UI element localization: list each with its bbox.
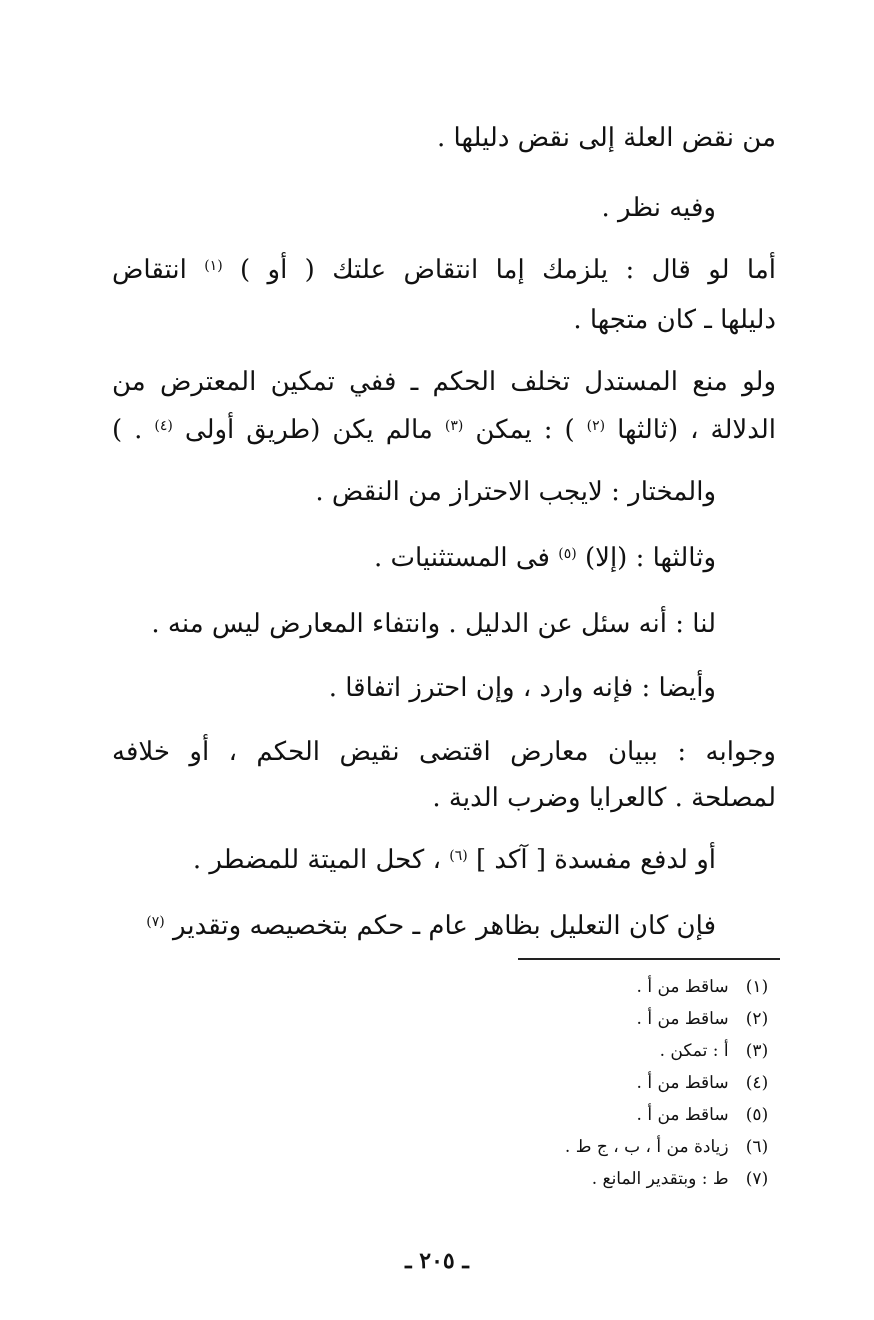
text: لنا : أنه سئل عن الدليل . وانتفاء المعارض ليس منه . [151, 609, 716, 639]
footnote-number: (٤) [745, 1073, 769, 1093]
body-line-7 [315, 472, 716, 512]
footnote-1 [637, 972, 780, 1002]
footnote-text: زيادة من أ ، ب ، ج ط . [564, 1137, 729, 1157]
page-number: ـ ٢٠٥ ـ [405, 1248, 469, 1274]
footnote-7 [592, 1164, 780, 1194]
text: وفيه نظر . [601, 193, 716, 223]
body-line-10 [329, 668, 716, 708]
footnote-6 [565, 1132, 780, 1162]
footnote-ref-7: (٧) [146, 914, 165, 930]
text: لمصلحة . كالعرايا وضرب الدية . [432, 783, 776, 813]
text: ولو منع المستدل تخلف الحكم ـ ففي تمكين المعترض من [112, 367, 776, 397]
body-line-1 [437, 118, 776, 158]
footnote-number: (٧) [745, 1169, 769, 1189]
text: دليلها ـ كان متجها . [573, 305, 776, 335]
footnote-number: (٦) [745, 1137, 769, 1157]
text: والمختار : لايجب الاحتراز من النقض . [315, 477, 716, 507]
footnote-number: (٢) [745, 1009, 769, 1029]
footnote-ref-1: (١) [204, 258, 223, 274]
footnote-separator [518, 958, 780, 960]
footnote-4 [637, 1068, 780, 1098]
body-line-5 [112, 362, 776, 402]
body-line-2 [602, 188, 716, 228]
body-line-11 [112, 732, 776, 772]
text: وأيضا : فإنه وارد ، وإن احترز اتفاقا . [328, 673, 716, 703]
footnote-text: أ : تمكن . [659, 1041, 729, 1061]
body-line-4 [573, 300, 776, 340]
footnote-number: (٣) [745, 1041, 769, 1061]
footnote-ref-2: (٢) [586, 418, 606, 434]
footnote-text: ساقط من أ . [636, 977, 729, 997]
text: من نقض العلة إلى نقض دليلها . [437, 123, 776, 153]
body-line-8: وثالثها : (إلا) $^{(٥)}$ فى المستثنيات . [373, 543, 716, 573]
footnote-number: (٥) [745, 1105, 769, 1125]
footnote-ref-4: (٤) [154, 418, 173, 434]
footnote-3 [660, 1036, 780, 1066]
footnote-ref-5: (٥) [558, 546, 577, 562]
text: وجوابه : ببيان معارض اقتضى نقيض الحكم ، أو خلافه [112, 737, 776, 767]
footnote-number: (١) [745, 977, 769, 997]
footnote-text: ط : وبتقدير المانع . [591, 1169, 729, 1189]
body-line-13: أو لدفع مفسدة [ آكد ] $^{(٦)}$ ، كحل الميتة للمضطر . [192, 845, 716, 875]
body-line-9 [151, 604, 716, 644]
footnote-text: ساقط من أ . [636, 1105, 729, 1125]
body-line-14 [146, 906, 716, 946]
footnote-ref-6: (٦) [449, 848, 468, 864]
body-line-6: الدلالة ، (ثالثها $^{(٢)}$ ) : يمكن $^{(٣)}$ مالم يكن (طريق أولى $^{(٤)}$ . ) [112, 415, 776, 445]
footnote-text: ساقط من أ . [636, 1073, 729, 1093]
text: فإن كان التعليل بظاهر عام ـ حكم بتخصيصه وتقدير [173, 911, 716, 941]
footnote-text: ساقط من أ . [636, 1009, 729, 1029]
body-line-3: أما لو قال : يلزمك إما انتقاض علتك ( أو ) $^{(١)}$ انتقاض [112, 255, 776, 285]
footnote-5 [637, 1100, 780, 1130]
footnote-2 [637, 1004, 780, 1034]
footnote-ref-3: (٣) [444, 418, 464, 434]
body-line-12 [432, 778, 776, 818]
